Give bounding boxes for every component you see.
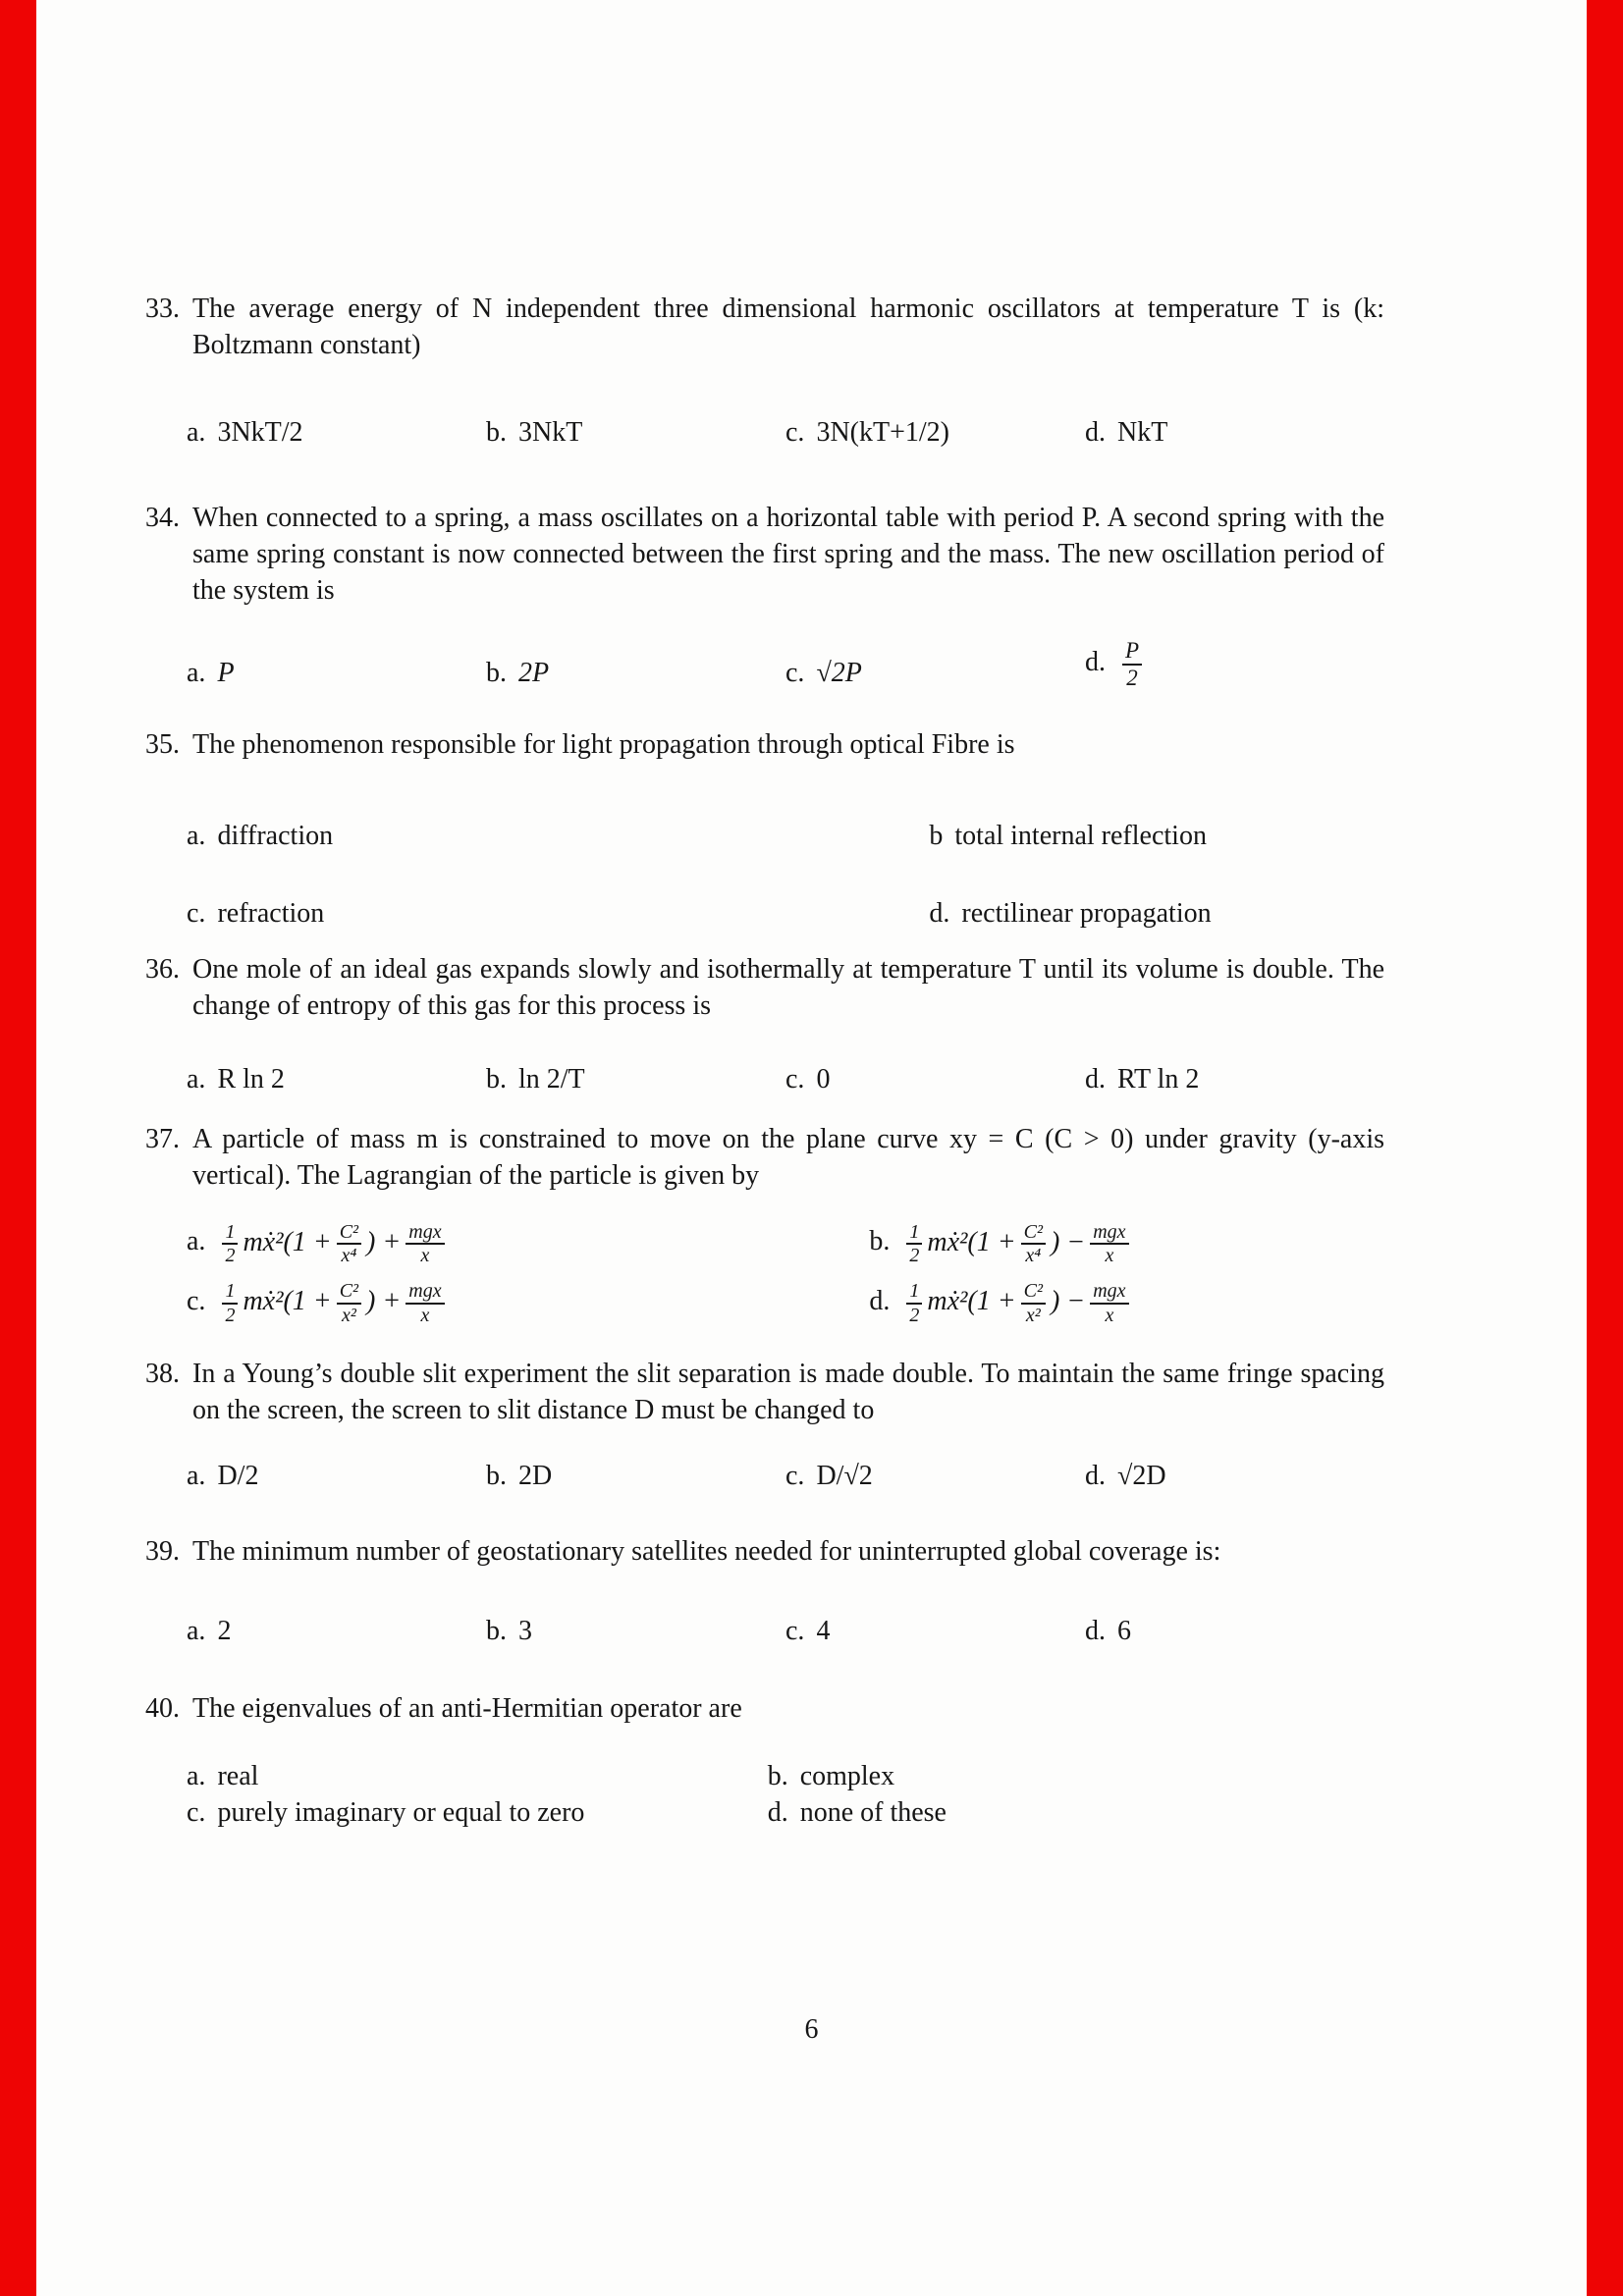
option-value: P [217, 657, 235, 688]
formula-segment: mẋ²(1 + [927, 1226, 1016, 1257]
question-33 [145, 291, 1384, 451]
option-c [785, 1061, 1085, 1097]
option-c [785, 1613, 1085, 1649]
option-label: b. [486, 417, 507, 448]
option-value: 2D [518, 1461, 553, 1492]
options-row [145, 1458, 1384, 1494]
option-value: 3NkT [518, 417, 583, 448]
option-label: d. [1085, 1616, 1106, 1647]
option-label: c. [785, 1063, 805, 1095]
question-number: 37. [145, 1123, 180, 1154]
option-d [1085, 1613, 1384, 1649]
option-label: d. [869, 1286, 891, 1317]
option-d [929, 895, 1384, 932]
options-row [145, 1613, 1384, 1649]
formula-segment: mẋ²(1 + [243, 1286, 332, 1317]
fraction-denominator: x [1105, 1244, 1114, 1266]
option-value: diffraction [217, 820, 334, 851]
fraction-denominator: x⁴ [1025, 1244, 1042, 1266]
fraction [337, 1280, 361, 1326]
option-a [187, 1458, 486, 1494]
option-value: 6 [1117, 1616, 1131, 1647]
fraction-numerator: P [1122, 638, 1142, 666]
question-40 [145, 1690, 1384, 1831]
fraction-denominator: x⁴ [341, 1244, 357, 1266]
option-value: R ln 2 [217, 1063, 285, 1095]
option-d [768, 1794, 1384, 1831]
question-number: 35. [145, 728, 180, 760]
option-value: 3NkT/2 [217, 417, 303, 448]
fraction-one-half [906, 1221, 922, 1267]
option-a [187, 1221, 869, 1267]
option-b [486, 655, 785, 691]
fraction [1090, 1221, 1128, 1267]
options-row [145, 638, 1384, 691]
fraction [1021, 1221, 1046, 1267]
option-a [187, 655, 486, 691]
option-label: b. [486, 1616, 507, 1647]
option-label: b. [486, 1063, 507, 1095]
question-number: 34. [145, 503, 180, 533]
option-c [785, 414, 1085, 451]
option-value: 4 [816, 1616, 831, 1647]
question-34 [145, 500, 1384, 691]
option-c [187, 1280, 869, 1326]
formula-segment: ) + [366, 1226, 402, 1257]
option-b [869, 1221, 1384, 1267]
options-row [145, 414, 1384, 451]
question-text: The minimum number of geostationary satellites needed for uninterrupted global coverage is: [192, 1536, 1221, 1568]
question-text: A particle of mass m is constrained to move on the plane curve xy = C (C > 0) under gravity (y-axis vertical). The Lagrangian of the particle is given by [192, 1123, 1384, 1191]
question-text: In a Young’s double slit experiment the slit separation is made double. To maintain the same fringe spacing on the screen, the screen to slit distance D must be changed to [192, 1359, 1384, 1426]
option-value: NkT [1117, 417, 1168, 448]
option-value: 2P [518, 657, 550, 688]
option-value: none of these [799, 1797, 947, 1829]
fraction [406, 1221, 444, 1267]
fraction-one-half [906, 1280, 922, 1326]
option-value: 3 [518, 1616, 532, 1647]
options-grid [145, 1758, 1384, 1831]
fraction-numerator: 1 [906, 1280, 922, 1304]
formula-segment: mẋ²(1 + [243, 1226, 332, 1257]
option-b [486, 1458, 785, 1494]
fraction-numerator: C² [337, 1221, 361, 1245]
option-value: purely imaginary or equal to zero [217, 1797, 585, 1829]
option-label: b [929, 820, 944, 851]
formula-segment: ) − [1051, 1286, 1086, 1317]
option-label: a. [187, 1461, 206, 1492]
question-number: 39. [145, 1536, 180, 1568]
fraction-denominator: 2 [225, 1244, 236, 1266]
option-a [187, 1613, 486, 1649]
fraction-numerator: 1 [222, 1221, 238, 1245]
option-label: a. [187, 1761, 206, 1792]
option-label: a. [187, 657, 206, 688]
option-label: c. [187, 897, 206, 929]
option-label: a. [187, 417, 206, 448]
question-36 [145, 951, 1384, 1097]
options-grid [145, 818, 1384, 932]
option-label: c. [785, 657, 805, 688]
fraction-denominator: x [420, 1304, 430, 1326]
page-number: 6 [804, 2014, 819, 2045]
fraction [406, 1280, 444, 1326]
fraction-numerator: mgx [406, 1221, 444, 1245]
option-a [187, 414, 486, 451]
option-value: ln 2/T [518, 1063, 585, 1095]
option-label: d. [929, 897, 950, 929]
option-label: a. [187, 820, 206, 851]
question-number: 36. [145, 953, 180, 985]
option-c [187, 895, 929, 932]
option-label: b. [486, 657, 507, 688]
option-d [1085, 1061, 1384, 1097]
question-text: When connected to a spring, a mass oscillates on a horizontal table with period P. A second spring with the same spring constant is now connected between the first spring and the mass. The new oscillation period of the system is [192, 503, 1384, 606]
option-label: c. [187, 1797, 206, 1829]
fraction [1122, 638, 1142, 691]
option-a [187, 1758, 768, 1794]
formula-segment: ) − [1051, 1226, 1086, 1257]
option-label: b. [869, 1226, 891, 1257]
fraction [1021, 1280, 1046, 1326]
option-label: d. [1085, 647, 1106, 678]
fraction-one-half [222, 1221, 238, 1267]
option-value: D/√2 [816, 1461, 873, 1492]
fraction [1090, 1280, 1128, 1326]
fraction-denominator: 2 [1126, 665, 1138, 690]
option-value: √2D [1117, 1461, 1166, 1492]
question-number: 40. [145, 1693, 180, 1725]
option-value: 0 [816, 1063, 831, 1095]
option-d [1085, 414, 1384, 451]
fraction-one-half [222, 1280, 238, 1326]
option-c [785, 655, 1085, 691]
option-label: d. [1085, 1461, 1106, 1492]
fraction-numerator: C² [337, 1280, 361, 1304]
question-number: 33. [145, 294, 180, 324]
question-37 [145, 1121, 1384, 1327]
fraction-denominator: 2 [225, 1304, 236, 1326]
question-35 [145, 726, 1384, 932]
question-number: 38. [145, 1359, 180, 1390]
fraction-denominator: x² [1025, 1304, 1041, 1326]
option-a [187, 818, 929, 854]
option-label: b. [486, 1461, 507, 1492]
option-b [486, 1061, 785, 1097]
option-label: a. [187, 1063, 206, 1095]
fraction-numerator: 1 [906, 1221, 922, 1245]
option-value: 2 [217, 1616, 232, 1647]
option-c [785, 1458, 1085, 1494]
fraction-denominator: x [1105, 1304, 1114, 1326]
question-text: The average energy of N independent three dimensional harmonic oscillators at temperature T is (k: Boltzmann constant) [192, 294, 1384, 360]
option-c [187, 1794, 768, 1831]
option-value: complex [799, 1761, 895, 1792]
fraction-denominator: 2 [909, 1304, 920, 1326]
option-value: refraction [217, 897, 325, 929]
option-b [486, 414, 785, 451]
option-value: rectilinear propagation [961, 897, 1212, 929]
option-d [1085, 638, 1384, 691]
option-label: d. [1085, 417, 1106, 448]
option-label: d. [767, 1797, 788, 1829]
option-label: a. [187, 1616, 206, 1647]
options-grid [145, 1221, 1384, 1327]
option-value: real [217, 1761, 259, 1792]
option-label: c. [187, 1286, 206, 1317]
fraction-numerator: mgx [1090, 1280, 1128, 1304]
option-b [486, 1613, 785, 1649]
fraction-numerator: mgx [406, 1280, 444, 1304]
right-red-margin-bar [1587, 0, 1623, 2296]
option-a [187, 1061, 486, 1097]
options-row [145, 1061, 1384, 1097]
question-text: The phenomenon responsible for light propagation through optical Fibre is [192, 728, 1015, 760]
option-value: total internal reflection [954, 820, 1207, 851]
fraction-denominator: x [420, 1244, 430, 1266]
option-b [929, 818, 1384, 854]
option-d [1085, 1458, 1384, 1494]
option-label: b. [767, 1761, 788, 1792]
formula-segment: ) + [366, 1286, 402, 1317]
fraction-numerator: C² [1021, 1280, 1046, 1304]
option-value: 3N(kT+1/2) [816, 417, 949, 448]
option-b [768, 1758, 1384, 1794]
option-value: √2P [816, 657, 862, 688]
option-d [869, 1280, 1384, 1326]
option-label: c. [785, 417, 805, 448]
option-label: a. [187, 1226, 206, 1257]
option-value: RT ln 2 [1117, 1063, 1200, 1095]
option-label: d. [1085, 1063, 1106, 1095]
option-value: D/2 [217, 1461, 259, 1492]
fraction-denominator: 2 [909, 1244, 920, 1266]
option-label: c. [785, 1616, 805, 1647]
fraction-numerator: C² [1021, 1221, 1046, 1245]
formula-segment: mẋ²(1 + [927, 1286, 1016, 1317]
fraction [337, 1221, 361, 1267]
exam-page-content [145, 291, 1384, 1831]
question-text: The eigenvalues of an anti-Hermitian operator are [192, 1693, 742, 1725]
option-label: c. [785, 1461, 805, 1492]
fraction-numerator: 1 [222, 1280, 238, 1304]
fraction-denominator: x² [341, 1304, 356, 1326]
question-38 [145, 1356, 1384, 1494]
question-text: One mole of an ideal gas expands slowly and isothermally at temperature T until its volume is double. The change of entropy of this gas for this process is [192, 953, 1384, 1021]
left-red-margin-bar [0, 0, 36, 2296]
fraction-numerator: mgx [1090, 1221, 1128, 1245]
question-39 [145, 1533, 1384, 1649]
